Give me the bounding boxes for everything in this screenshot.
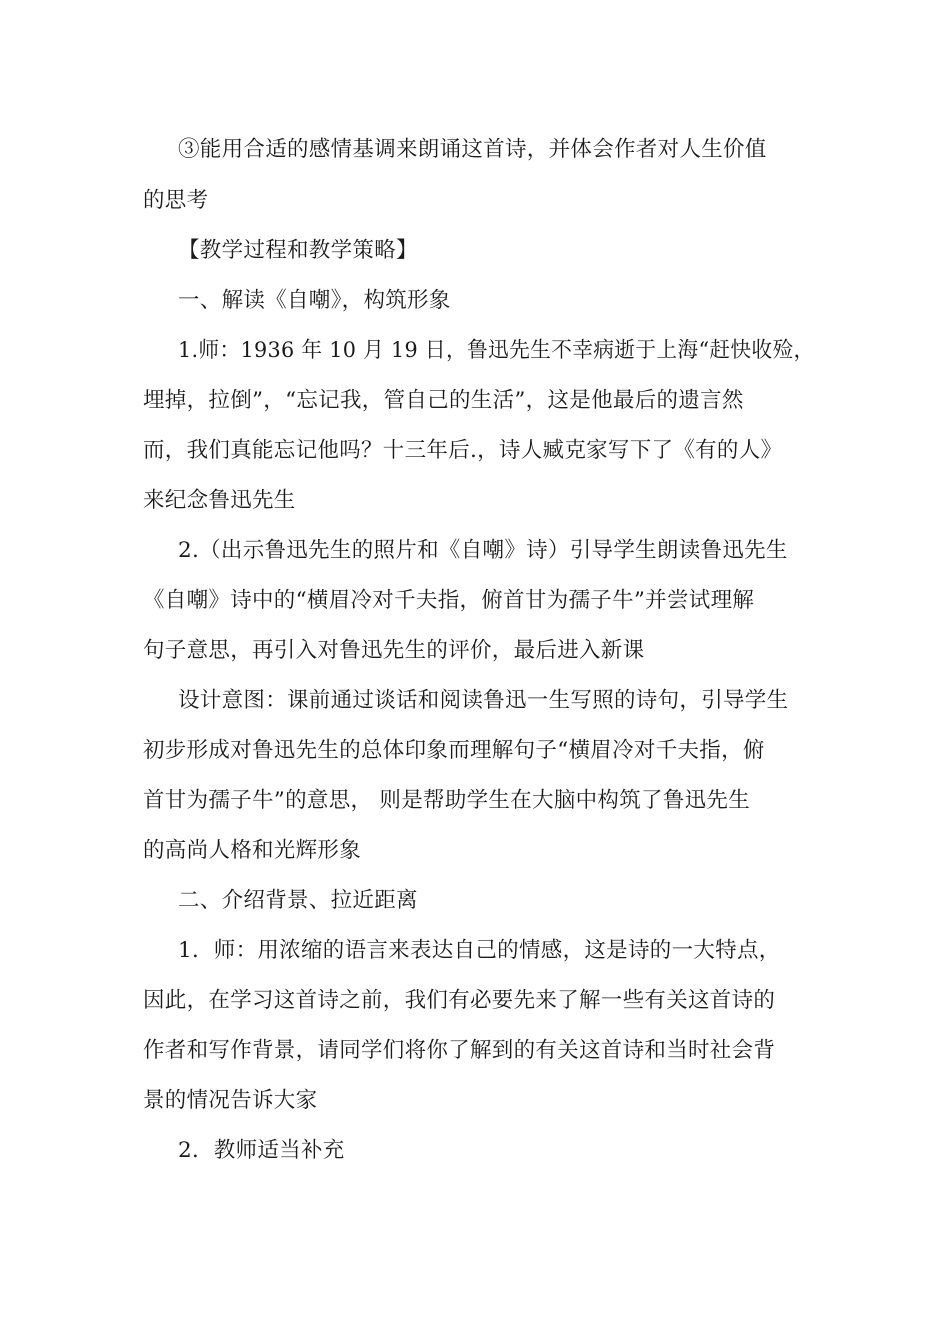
objective-3-line-2: 的思考 — [143, 188, 209, 213]
design-intent-line-2: 初步形成对鲁迅先生的总体印象而理解句子“横眉冷对千夫指，俯 — [143, 738, 765, 763]
part-two-heading: 二、介绍背景、拉近距离 — [178, 888, 418, 913]
design-intent-line-1: 设计意图：课前通过谈话和阅读鲁迅一生写照的诗句，引导学生 — [178, 688, 789, 713]
section-heading-process: 【教学过程和教学策略】 — [178, 238, 418, 263]
paragraph-3-line-3: 作者和写作背景，请同学们将你了解到的有关这首诗和当时社会背 — [143, 1038, 776, 1063]
paragraph-3-line-4: 景的情况告诉大家 — [143, 1088, 318, 1113]
paragraph-1-line-2: 埋掉，拉倒”，“忘记我，管自己的生活”，这是他最后的遗言然 — [143, 388, 744, 413]
paragraph-1-line-3: 而，我们真能忘记他吗？十三年后.，诗人臧克家写下了《有的人》 — [143, 438, 783, 463]
paragraph-1-line-1: 1.师：1936 年 10 月 19 日，鲁迅先生不幸病逝于上海“赶快收殓， — [178, 338, 815, 363]
paragraph-2-line-2: 《自嘲》诗中的“横眉冷对千夫指，俯首甘为孺子牛”并尝试理解 — [143, 588, 755, 613]
paragraph-1-line-4: 来纪念鲁迅先生 — [143, 488, 296, 513]
paragraph-2-line-3: 句子意思，再引入对鲁迅先生的评价，最后进入新课 — [143, 638, 645, 663]
part-one-heading: 一、解读《自嘲》，构筑形象 — [178, 288, 451, 313]
design-intent-line-3: 首甘为孺子牛”的意思， 则是帮助学生在大脑中构筑了鲁迅先生 — [143, 788, 751, 813]
paragraph-3-line-2: 因此，在学习这首诗之前，我们有必要先来了解一些有关这首诗的 — [143, 988, 776, 1013]
objective-3-line-1: ③能用合适的感情基调来朗诵这首诗，并体会作者对人生价值 — [178, 137, 767, 162]
paragraph-2-line-1: 2.（出示鲁迅先生的照片和《自嘲》诗）引导学生朗读鲁迅先生 — [178, 538, 788, 563]
design-intent-line-4: 的高尚人格和光辉形象 — [143, 838, 362, 863]
paragraph-4-line-1: 2．教师适当补充 — [178, 1138, 345, 1163]
paragraph-3-line-1: 1．师：用浓缩的语言来表达自己的情感，这是诗的一大特点， — [178, 938, 781, 963]
